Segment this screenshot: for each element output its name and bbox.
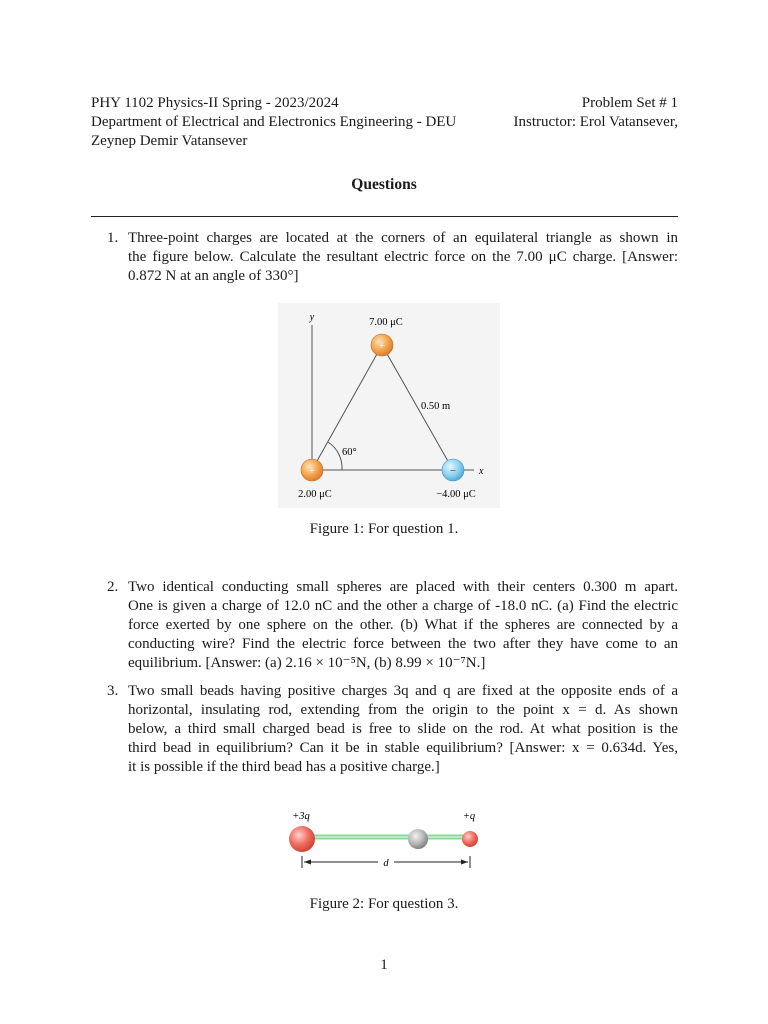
charge-right-negative	[442, 459, 464, 481]
header-line-2	[91, 113, 678, 132]
problem-set-label: Problem Set # 1	[581, 95, 678, 111]
question-text	[128, 229, 678, 286]
question-1	[91, 229, 678, 286]
header-line-1	[91, 94, 678, 113]
question-line: third bead in equilibrium? Can it be in stable equilibrium? [Answer: x = 0.634d. Yes,	[128, 740, 678, 756]
question-line: force exerted by one sphere on the other. (b) What if the spheres are connected by a	[128, 617, 678, 633]
instructor-continued: Zeynep Demir Vatansever	[91, 133, 248, 149]
left-charge-label: 2.00 μC	[298, 489, 332, 500]
bead-left-3q	[289, 826, 315, 852]
question-number: 2.	[107, 579, 119, 595]
figure-1-diagram	[278, 303, 500, 508]
question-text	[128, 578, 678, 673]
department-label: Department of Electrical and Electronics Engineering - DEU	[91, 114, 457, 130]
question-line: horizontal, insulating rod, extending from the origin to the point x = d. As shown	[128, 702, 678, 718]
question-number: 3.	[107, 683, 119, 699]
question-3	[91, 682, 678, 777]
question-line: Three-point charges are located at the corners of an equilateral triangle as shown in	[128, 230, 678, 246]
section-divider	[91, 216, 678, 217]
x-axis-label: x	[479, 466, 484, 477]
figure-2-caption: Figure 2: For question 3.	[309, 896, 459, 912]
distance-label: d	[383, 858, 389, 869]
question-line: 0.872 N at an angle of 330°]	[128, 268, 299, 284]
bead-middle	[408, 829, 428, 849]
charge-top-positive	[371, 334, 393, 356]
y-axis-label: y	[309, 312, 315, 323]
question-line: below, a third small charged bead is free to slide on the rod. At what position is the	[128, 721, 678, 737]
question-line: equilibrium. [Answer: (a) 2.16 × 10⁻⁵N, (b) 8.99 × 10⁻⁷N.]	[128, 655, 486, 671]
question-line: the figure below. Calculate the resultant electric force on the 7.00 μC charge. [Answer:	[128, 249, 678, 265]
side-length-label: 0.50 m	[421, 401, 451, 412]
right-bead-label: +q	[462, 811, 476, 822]
course-title: PHY 1102 Physics-II Spring - 2023/2024	[91, 95, 339, 111]
minus-sign: −	[449, 465, 457, 477]
question-line: Two small beads having positive charges 3q and q are fixed at the opposite ends of a	[128, 683, 678, 699]
page-number: 1	[380, 957, 388, 973]
plus-sign: +	[379, 341, 385, 352]
plus-sign: +	[309, 466, 315, 477]
question-line: Two identical conducting small spheres are placed with their centers 0.300 m apart.	[128, 579, 678, 595]
angle-label: 60°	[342, 447, 357, 458]
figure-2-diagram	[282, 804, 488, 876]
instructor-label: Instructor: Erol Vatansever,	[513, 114, 678, 130]
arrowhead-left	[304, 860, 311, 865]
header-line-3	[91, 132, 678, 151]
arrowhead-right	[461, 860, 468, 865]
bead-right-q	[462, 831, 478, 847]
question-text	[128, 682, 678, 777]
question-line: conducting wire? Find the electric force between the two after they have come to an	[128, 636, 678, 652]
question-2	[91, 578, 678, 673]
left-bead-label: +3q	[292, 811, 310, 822]
charge-left-positive	[301, 459, 323, 481]
question-line: One is given a charge of 12.0 nC and the other a charge of -18.0 nC. (a) Find the electric	[128, 598, 678, 614]
top-charge-label: 7.00 μC	[369, 317, 403, 328]
question-number: 1.	[107, 230, 119, 246]
figure-1-caption: Figure 1: For question 1.	[309, 521, 459, 537]
section-title: Questions	[351, 176, 417, 193]
question-line: it is possible if the third bead has a positive charge.]	[128, 759, 440, 775]
right-charge-label: −4.00 μC	[436, 489, 476, 500]
